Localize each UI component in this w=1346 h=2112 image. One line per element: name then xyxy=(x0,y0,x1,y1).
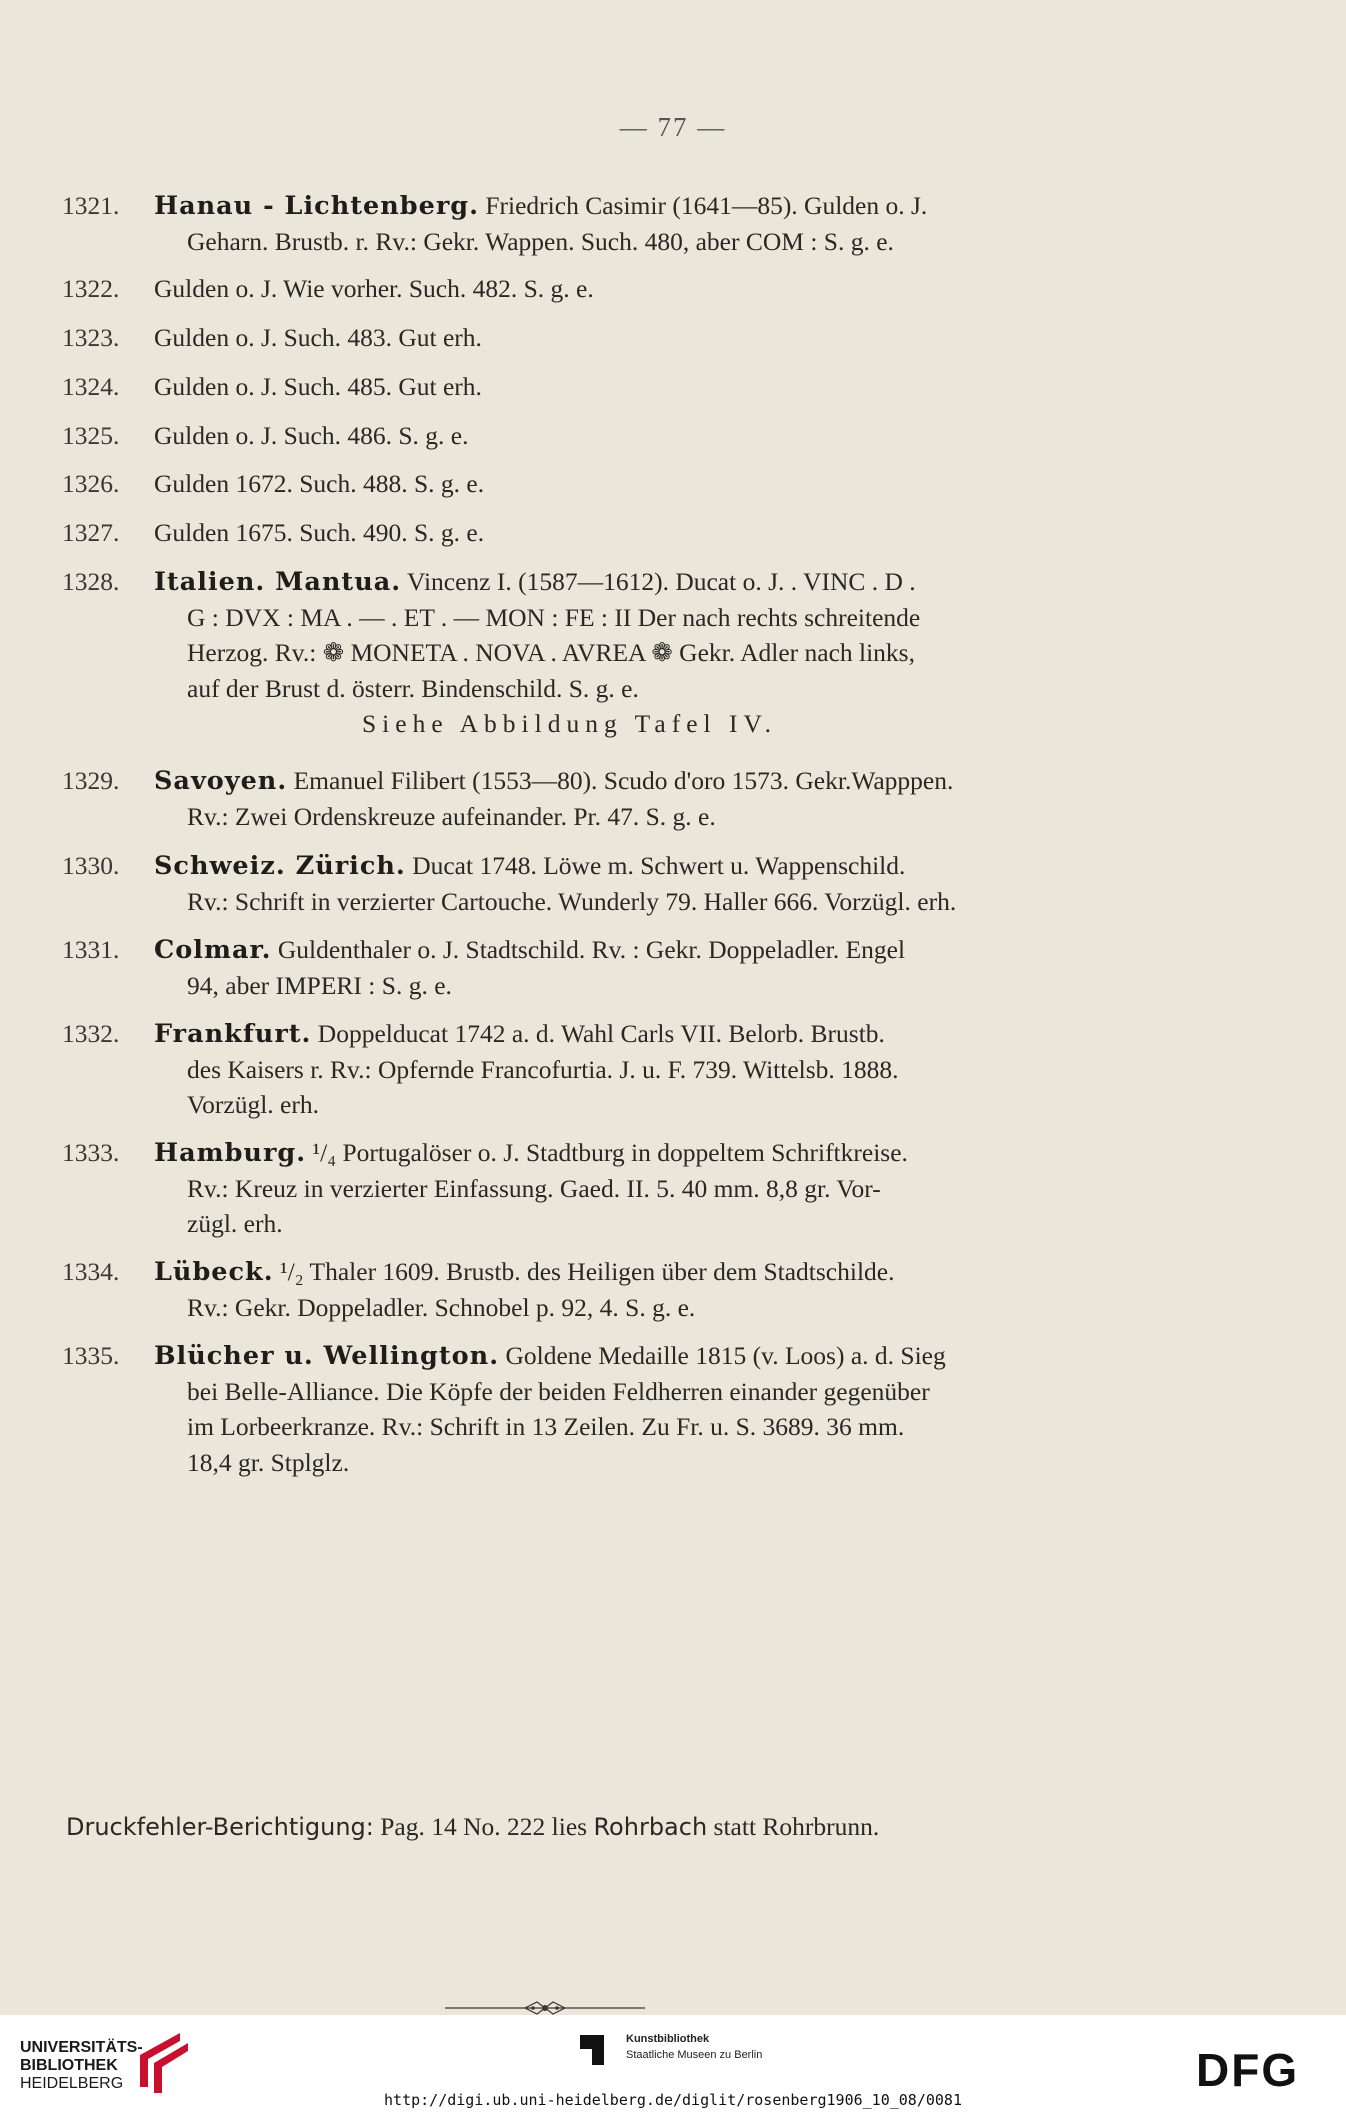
catalog-entry xyxy=(62,369,1162,405)
entry-continuation-line: G : DVX : MA . — . ET . — MON : FE : II Der nach rechts schreitende xyxy=(187,602,921,632)
entry-number: 1331. xyxy=(62,935,120,964)
errata-text-1: Pag. 14 No. 222 lies xyxy=(373,1812,594,1841)
entry-heading: Hamburg. xyxy=(154,1138,307,1168)
catalog-entry xyxy=(62,1016,1162,1123)
entry-first-line xyxy=(154,320,482,356)
catalog-entry xyxy=(62,1338,1162,1480)
entry-number: 1327. xyxy=(62,518,120,547)
entry-number: 1334. xyxy=(62,1257,120,1286)
entry-number: 1330. xyxy=(62,851,120,880)
kunstbibliothek-label[interactable] xyxy=(626,2031,762,2063)
entry-heading: Frankfurt. xyxy=(154,1019,312,1049)
entry-first-line xyxy=(154,418,469,454)
errata-line xyxy=(66,1812,879,1842)
entry-continuation-line: Herzog. Rv.: ❁ MONETA . NOVA . AVREA ❁ Gekr. Adler nach links, xyxy=(187,638,915,667)
entry-heading: Schweiz. Zürich. xyxy=(154,851,406,881)
entry-continuation-line: Rv.: Schrift in verzierter Cartouche. Wunderly 79. Haller 666. Vorzügl. erh. xyxy=(187,886,957,916)
entry-number: 1335. xyxy=(62,1341,120,1370)
entry-first-line xyxy=(154,369,482,405)
kb-line-2: Staatliche Museen zu Berlin xyxy=(626,2049,763,2061)
entry-number: 1329. xyxy=(62,766,120,795)
entry-first-line xyxy=(154,1016,885,1052)
entry-continuation-line: 18,4 gr. Stplglz. xyxy=(187,1447,350,1477)
entry-continuation-line: bei Belle-Alliance. Die Köpfe der beiden Feldherren einander gegenüber xyxy=(187,1376,930,1406)
entry-number: 1333. xyxy=(62,1138,120,1167)
entry-text: ¹/₄ Portugalöser o. J. Stadtburg in doppeltem Schriftkreise. xyxy=(306,1138,908,1167)
entry-first-line xyxy=(154,188,927,224)
catalog-entry xyxy=(62,188,1162,259)
entry-first-line xyxy=(154,271,594,307)
entry-first-line xyxy=(154,466,484,502)
catalog-entry xyxy=(62,932,1162,1003)
viewer-footer xyxy=(0,2015,1346,2112)
entry-text: Goldene Medaille 1815 (v. Loos) a. d. Sieg xyxy=(499,1341,946,1370)
entry-text: Doppelducat 1742 a. d. Wahl Carls VII. Belorb. Brustb. xyxy=(311,1019,885,1048)
entry-number: 1324. xyxy=(62,372,120,401)
entry-first-line xyxy=(154,1338,946,1374)
uni-line-1: UNIVERSITÄTS- xyxy=(20,2039,143,2056)
entry-text: Emanuel Filibert (1553—80). Scudo d'oro 1573. Gekr.Wapppen. xyxy=(287,766,954,795)
entry-continuation-line: Geharn. Brustb. r. Rv.: Gekr. Wappen. Such. 480, aber COM : S. g. e. xyxy=(187,226,894,256)
entry-continuation-line: Vorzügl. erh. xyxy=(187,1090,319,1119)
entry-heading: Italien. Mantua. xyxy=(154,567,402,597)
entry-text: Gulden 1672. Such. 488. S. g. e. xyxy=(154,469,485,498)
catalog-entry xyxy=(62,271,1162,307)
entry-text: Guldenthaler o. J. Stadtschild. Rv. : Gekr. Doppeladler. Engel xyxy=(271,935,906,964)
catalog-entry xyxy=(62,1254,1162,1325)
dfg-logo[interactable]: DFG xyxy=(1196,2044,1300,2096)
entry-first-line xyxy=(154,1254,894,1290)
catalog-entry xyxy=(62,418,1162,454)
page-number: — 77 — xyxy=(619,112,727,142)
catalog-entry xyxy=(62,1135,1162,1242)
uni-line-3: HEIDELBERG xyxy=(20,2075,124,2092)
entry-heading: Lübeck. xyxy=(154,1257,274,1287)
entry-first-line xyxy=(154,564,916,600)
entry-first-line xyxy=(154,932,905,968)
entry-text: Vincenz I. (1587—1612). Ducat o. J. . VINC . D . xyxy=(401,567,916,596)
entry-number: 1332. xyxy=(62,1019,120,1048)
catalog-entry xyxy=(62,848,1162,919)
entry-heading: Hanau - Lichtenberg. xyxy=(154,191,479,221)
entry-first-line xyxy=(154,1135,908,1171)
entry-text: Gulden o. J. Such. 483. Gut erh. xyxy=(154,323,482,352)
entry-continuation-line: zügl. erh. xyxy=(187,1209,283,1238)
entry-continuation-line: 94, aber IMPERI : S. g. e. xyxy=(187,970,452,1000)
catalog-entry xyxy=(62,466,1162,502)
page-url[interactable]: http://digi.ub.uni-heidelberg.de/diglit/rosenberg1906_10_08/0081 xyxy=(384,2091,962,2109)
entry-text: Friedrich Casimir (1641—85). Gulden o. J. xyxy=(478,191,928,220)
entry-first-line xyxy=(154,763,953,799)
catalog-entry xyxy=(62,763,1162,834)
plate-reference: Siehe Abbildung Tafel IV. xyxy=(362,709,777,738)
university-library-label[interactable] xyxy=(20,2039,143,2093)
entry-number: 1325. xyxy=(62,421,120,450)
entry-continuation-line: auf der Brust d. österr. Bindenschild. S. g. e. xyxy=(187,673,639,703)
entry-continuation-line: Rv.: Gekr. Doppeladler. Schnobel p. 92, 4. S. g. e. xyxy=(187,1292,696,1322)
entry-continuation-line: Rv.: Zwei Ordenskreuze aufeinander. Pr. 47. S. g. e. xyxy=(187,801,716,831)
errata-word: Rohrbach xyxy=(593,1813,708,1841)
errata-text-2: statt Rohrbrunn. xyxy=(707,1812,880,1841)
entry-text: Ducat 1748. Löwe m. Schwert u. Wappenschild. xyxy=(405,851,906,880)
entry-heading: Savoyen. xyxy=(154,766,288,796)
entry-text: Gulden o. J. Wie vorher. Such. 482. S. g. e. xyxy=(154,274,594,303)
kb-line-1: Kunstbibliothek xyxy=(626,2033,710,2045)
catalog-entry xyxy=(62,564,1162,742)
catalog-entry xyxy=(62,320,1162,356)
entry-continuation-line: im Lorbeerkranze. Rv.: Schrift in 13 Zeilen. Zu Fr. u. S. 3689. 36 mm. xyxy=(187,1412,905,1441)
entry-number: 1321. xyxy=(62,191,120,220)
uni-line-2: BIBLIOTHEK xyxy=(20,2057,118,2074)
errata-label: Druckfehler-Berichtigung: xyxy=(66,1813,374,1841)
entry-number: 1326. xyxy=(62,469,120,498)
entry-heading: Colmar. xyxy=(154,935,272,965)
entry-text: ¹/₂ Thaler 1609. Brustb. des Heiligen über dem Stadtschilde. xyxy=(273,1257,895,1286)
entry-text: Gulden 1675. Such. 490. S. g. e. xyxy=(154,518,485,547)
kunstbibliothek-logo-icon[interactable] xyxy=(578,2029,618,2069)
catalog-entry xyxy=(62,515,1162,551)
entry-text: Gulden o. J. Such. 485. Gut erh. xyxy=(154,372,482,401)
entry-number: 1328. xyxy=(62,567,120,596)
entry-continuation-line: Rv.: Kreuz in verzierter Einfassung. Gaed. II. 5. 40 mm. 8,8 gr. Vor- xyxy=(187,1173,881,1203)
entry-continuation-line: des Kaisers r. Rv.: Opfernde Francofurtia. J. u. F. 739. Wittelsb. 1888. xyxy=(187,1054,899,1084)
entry-number: 1322. xyxy=(62,274,120,303)
entry-first-line xyxy=(154,515,484,551)
entry-first-line xyxy=(154,848,905,884)
entry-number: 1323. xyxy=(62,323,120,352)
heidelberg-logo-icon[interactable] xyxy=(134,2027,192,2099)
entry-heading: Blücher u. Wellington. xyxy=(154,1341,500,1371)
entry-text: Gulden o. J. Such. 486. S. g. e. xyxy=(154,421,469,450)
